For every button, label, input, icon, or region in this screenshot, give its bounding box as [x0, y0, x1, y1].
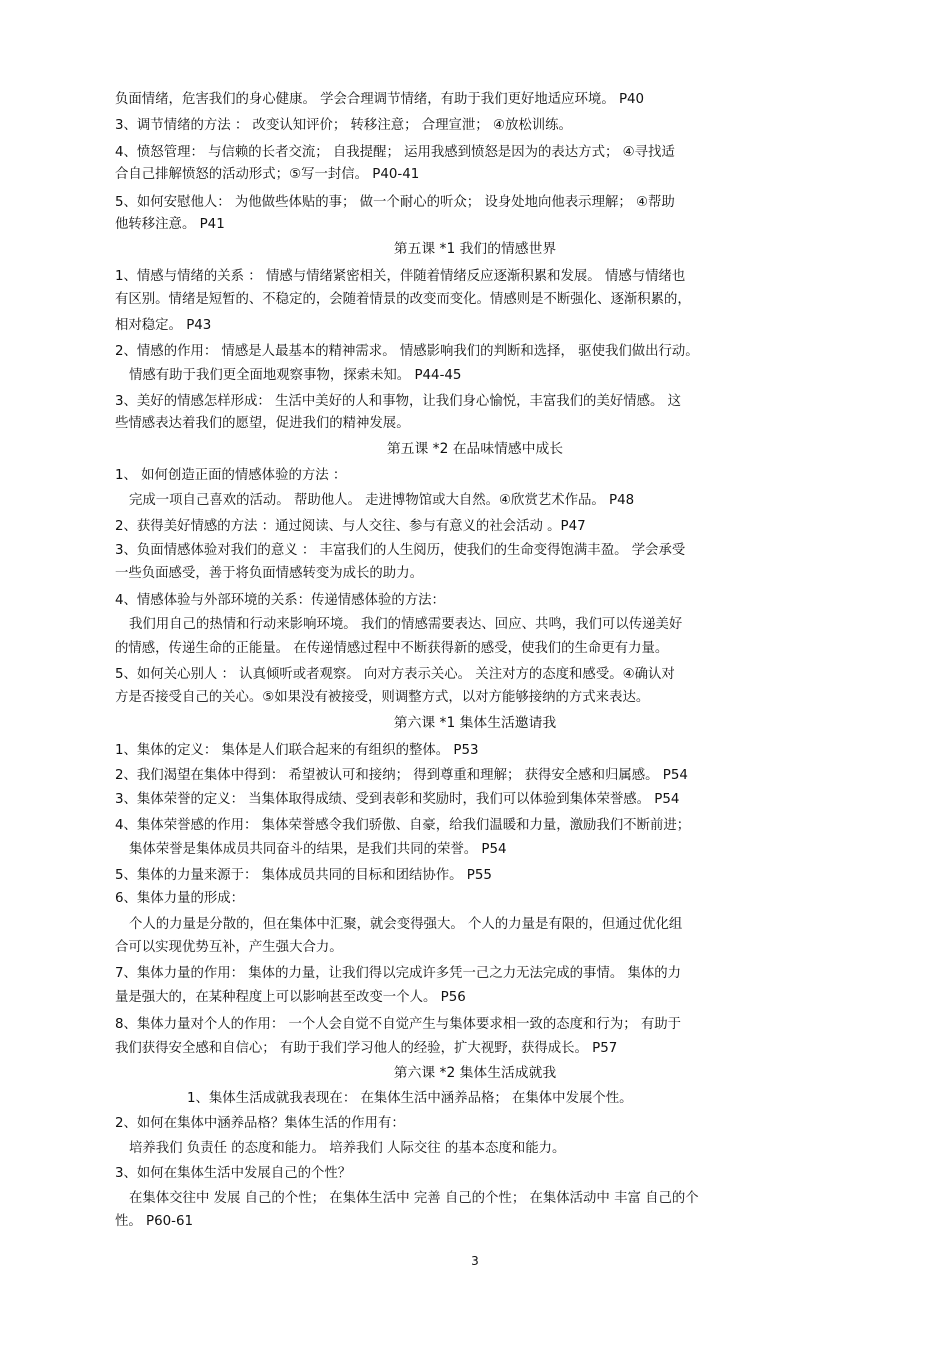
text-line: 情感有助于我们更全面地观察事物，探索未知。 P44-45 — [129, 368, 462, 383]
text-line: 量是强大的，在某种程度上可以影响甚至改变一个人。 P56 — [115, 990, 466, 1005]
text-line: 7、集体力量的作用： 集体的力量，让我们得以完成许多凭一己之力无法完成的事情。 集体的力 — [115, 966, 682, 981]
text-line: 方是否接受自己的关心。⑤如果没有被接受，则调整方式，以对方能够接纳的方式来表达。 — [115, 690, 650, 705]
text-line: 他转移注意。 P41 — [115, 217, 225, 232]
text-line: 负面情绪，危害我们的身心健康。 学会合理调节情绪，有助于我们更好地适应环境。 P40 — [115, 92, 645, 107]
text-line: 5、集体的力量来源于： 集体成员共同的目标和团结协作。 P55 — [115, 868, 492, 883]
text-line: 一些负面感受，善于将负面情感转变为成长的助力。 — [115, 566, 423, 581]
text-line: 在集体交往中 发展 自己的个性； 在集体生活中 完善 自己的个性； 在集体活动中 丰富 自己的个 — [129, 1191, 699, 1206]
text-line: 个人的力量是分散的，但在集体中汇聚，就会变得强大。 个人的力量是有限的，但通过优化组 — [129, 917, 683, 932]
text-line: 性。 P60-61 — [115, 1214, 194, 1229]
section-heading: 第六课 *2 集体生活成就我 — [393, 1065, 557, 1081]
text-line: 3、集体荣誉的定义： 当集体取得成绩、受到表彰和奖励时，我们可以体验到集体荣誉感。 P54 — [115, 792, 680, 807]
text-line: 我们用自己的热情和行动来影响环境。 我们的情感需要表达、回应、共鸣，我们可以传递美好 — [129, 617, 683, 632]
section-heading: 第五课 *2 在品味情感中成长 — [386, 441, 564, 457]
text-line: 完成一项自己喜欢的活动。 帮助他人。 走进博物馆或大自然。④欣赏艺术作品。 P48 — [129, 493, 635, 508]
text-line: 4、集体荣誉感的作用： 集体荣誉感令我们骄傲、自豪，给我们温暖和力量，激励我们不断前进； — [115, 818, 691, 833]
page-number: 3 — [471, 1254, 479, 1268]
text-line: 2、获得美好情感的方法 ：通过阅读、与人交往、参与有意义的社会活动 。P47 — [115, 519, 586, 534]
text-line: 3、美好的情感怎样形成： 生活中美好的人和事物，让我们身心愉悦，丰富我们的美好情感。 这 — [115, 394, 682, 409]
text-line: 3、如何在集体生活中发展自己的个性？ — [115, 1166, 352, 1181]
text-line: 1、集体的定义： 集体是人们联合起来的有组织的整体。 P53 — [115, 743, 479, 758]
text-line: 2、如何在集体中涵养品格？集体生活的作用有： — [115, 1116, 405, 1131]
text-line: 5、如何关心别人 ： 认真倾听或者观察。 向对方表示关心。 关注对方的态度和感受。④确认对 — [115, 667, 675, 682]
text-line: 8、集体力量对个人的作用： 一个人会自觉不自觉产生与集体要求相一致的态度和行为； 有助于 — [115, 1017, 682, 1032]
section-heading: 第五课 *1 我们的情感世界 — [393, 241, 557, 257]
text-line: 1、集体生活成就我表现在： 在集体生活中涵养品格； 在集体中发展个性。 — [187, 1091, 633, 1106]
text-line: 1、 如何创造正面的情感体验的方法 ： — [115, 468, 347, 483]
text-line: 集体荣誉是集体成员共同奋斗的结果，是我们共同的荣誉。 P54 — [129, 842, 507, 857]
text-line: 4、情感体验与外部环境的关系：传递情感体验的方法： — [115, 593, 445, 608]
text-line: 相对稳定。 P43 — [115, 318, 212, 333]
text-line: 4、愤怒管理： 与信赖的长者交流； 自我提醒； 运用我感到愤怒是因为的表达方式； ④寻找适 — [115, 145, 675, 160]
text-line: 5、如何安慰他人： 为他做些体贴的事； 做一个耐心的听众； 设身处地向他表示理解； ④帮助 — [115, 195, 675, 210]
text-line: 培养我们 负责任 的态度和能力。 培养我们 人际交往 的基本态度和能力。 — [129, 1141, 566, 1156]
section-heading: 第六课 *1 集体生活邀请我 — [393, 715, 557, 731]
text-line: 些情感表达着我们的愿望，促进我们的精神发展。 — [115, 416, 410, 431]
text-line: 合可以实现优势互补，产生强大合力。 — [115, 940, 343, 955]
text-line: 3、调节情绪的方法 ： 改变认知评价； 转移注意； 合理宣泄； ④放松训练。 — [115, 118, 572, 133]
text-line: 我们获得安全感和自信心； 有助于我们学习他人的经验，扩大视野，获得成长。 P57 — [115, 1041, 618, 1056]
text-line: 6、集体力量的形成： — [115, 891, 245, 906]
text-line: 1、情感与情绪的关系 ： 情感与情绪紧密相关，伴随着情绪反应逐渐积累和发展。 情感与情绪也 — [115, 269, 686, 284]
text-line: 合自己排解愤怒的活动形式；⑤写一封信。 P40-41 — [115, 167, 420, 182]
text-line: 的情感，传递生命的正能量。 在传递情感过程中不断获得新的感受，使我们的生命更有力量。 — [115, 641, 669, 656]
text-line: 2、情感的作用： 情感是人最基本的精神需求。 情感影响我们的判断和选择， 驱使我们做出行动。 — [115, 344, 699, 359]
text-line: 3、负面情感体验对我们的意义 ： 丰富我们的人生阅历，使我们的生命变得饱满丰盈。 学会承受 — [115, 543, 686, 558]
text-line: 有区别。情绪是短暂的、不稳定的，会随着情景的改变而变化。情感则是不断强化、逐渐积累的， — [115, 292, 691, 307]
text-line: 2、我们渴望在集体中得到： 希望被认可和接纳； 得到尊重和理解； 获得安全感和归属感。 P54 — [115, 768, 688, 783]
